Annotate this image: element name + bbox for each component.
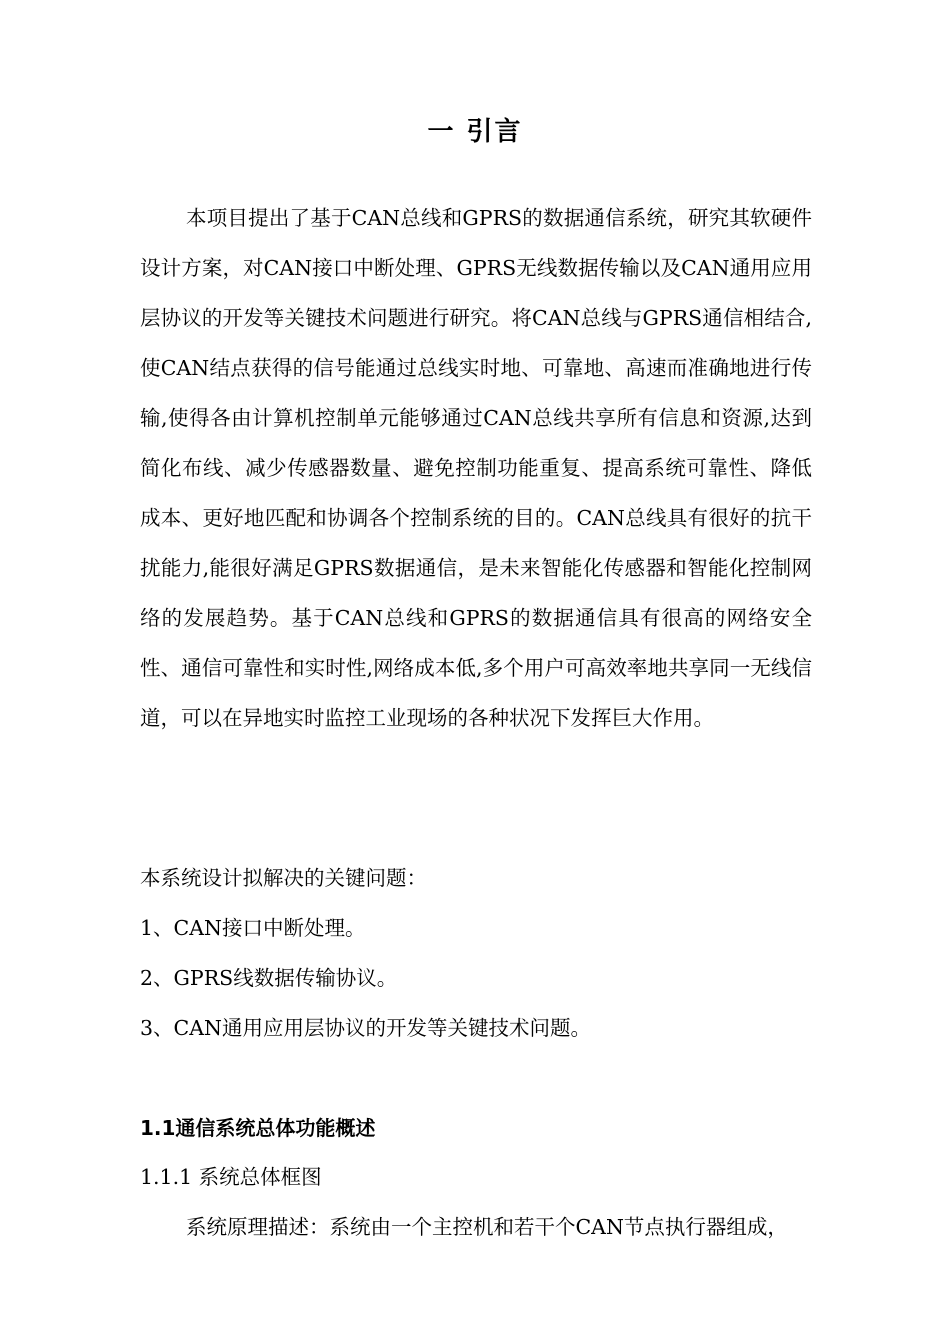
intro-paragraph: 本项目提出了基于CAN总线和GPRS的数据通信系统，研究其软硬件设计方案，对CAN接口中断处理、GPRS无线数据传输以及CAN通用应用层协议的开发等关键技术问题进行研究。将CAN总线与GPRS通信相结合,使CAN结点获得的信号能通过总线实时地、可靠地、高速而准确地进行传输,使得各由计算机控制单元能够通过CAN总线共享所有信息和资源,达到简化布线、减少传感器数量、避免控制功能重复、提高系统可靠性、降低成本、更好地匹配和协调各个控制系统的目的。CAN总线具有很好的抗干扰能力,能很好满足GPRS数据通信，是未来智能化传感器和智能化控制网络的发展趋势。基于CAN总线和GPRS的数据通信具有很高的网络安全性、通信可靠性和实时性,网络成本低,多个用户可高效率地共享同一无线信道，可以在异地实时监控工业现场的各种状况下发挥巨大作用。 <box>140 206 812 730</box>
key-problem-item: 2、GPRS线数据传输协议。 <box>140 966 398 990</box>
section-heading: 1.1通信系统总体功能概述 <box>140 1116 376 1140</box>
key-problem-item: 1、CAN接口中断处理。 <box>140 916 366 940</box>
key-problem-item: 3、CAN通用应用层协议的开发等关键技术问题。 <box>140 1016 591 1040</box>
principle-paragraph: 系统原理描述：系统由一个主控机和若干个CAN节点执行器组成， <box>186 1215 788 1239</box>
subsection-heading: 1.1.1 系统总体框图 <box>140 1165 322 1189</box>
page-title: 一 引言 <box>427 117 523 147</box>
key-problems-heading: 本系统设计拟解决的关键问题： <box>140 866 427 890</box>
